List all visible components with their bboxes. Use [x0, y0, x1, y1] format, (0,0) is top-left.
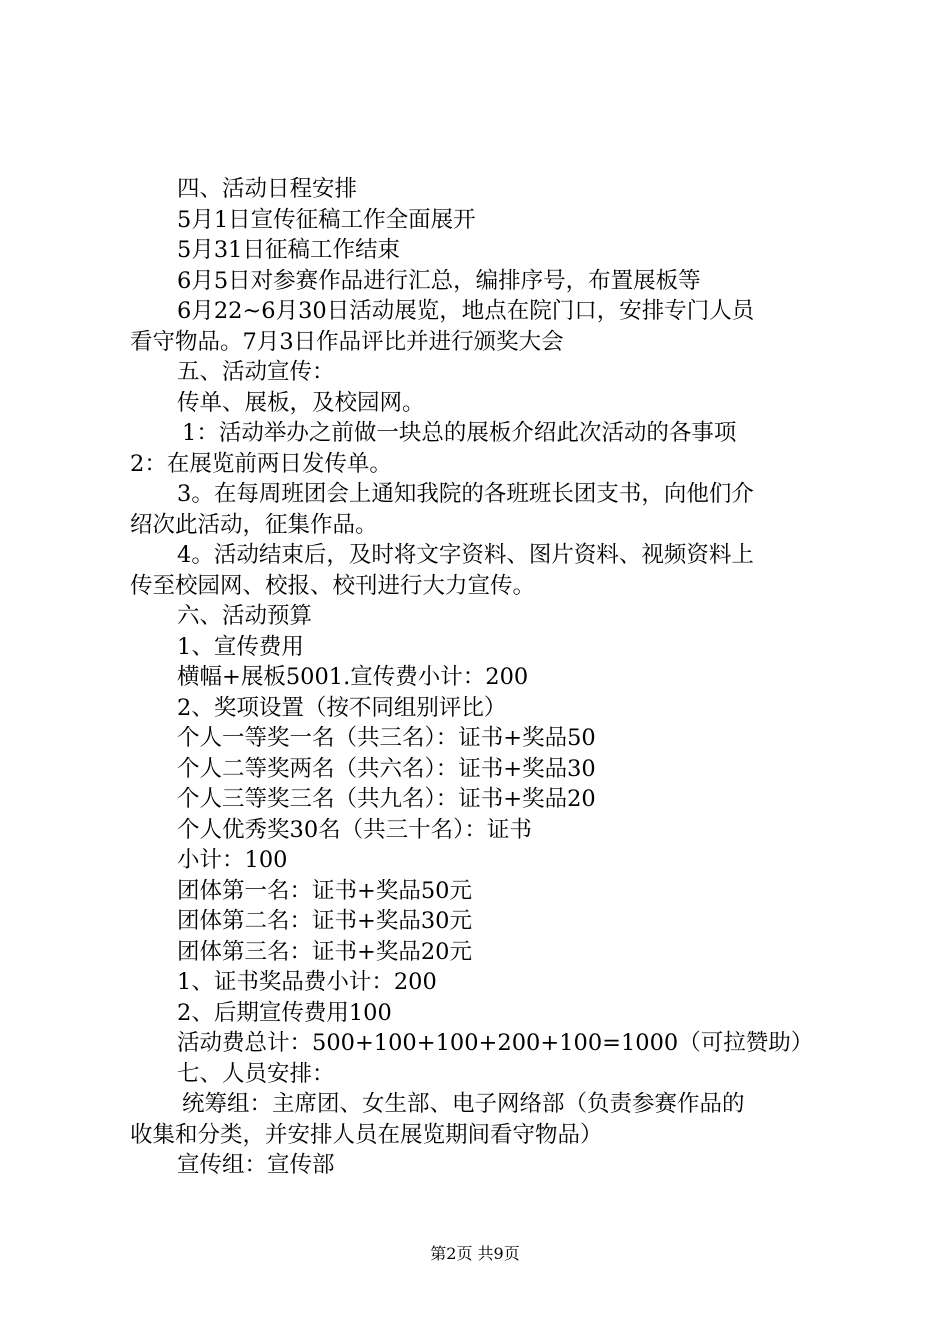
text-line: 5月31日征稿工作结束 [177, 237, 400, 263]
text-line: 六、活动预算 [177, 603, 313, 629]
text-line: 绍次此活动，征集作品。 [130, 511, 378, 538]
text-line: 团体第一名：证书+奖品50元 [177, 877, 472, 904]
text-line: 个人一等奖一名（共三名）：证书+奖品50 [177, 725, 596, 751]
text-line: 七、人员安排： [177, 1060, 335, 1087]
text-line: 6月22~6月30日活动展览，地点在院门口，安排专门人员 [177, 298, 755, 324]
text-line: 1、宣传费用 [177, 633, 304, 660]
text-line: 1、证书奖品费小计：200 [177, 969, 437, 995]
text-line: 宣传组：宣传部 [177, 1152, 335, 1178]
text-line: 五、活动宣传： [177, 359, 335, 385]
text-line: 6月5日对参赛作品进行汇总，编排序号，布置展板等 [177, 267, 701, 294]
text-line: 个人优秀奖30名（共三十名）：证书 [177, 816, 532, 843]
text-line: 个人二等奖两名（共六名）：证书+奖品30 [177, 755, 596, 782]
text-line: 团体第二名：证书+奖品30元 [177, 908, 472, 934]
text-line: 统筹组：主席团、女生部、电子网络部（负责参赛作品的 [182, 1091, 745, 1117]
text-line: 个人三等奖三名（共九名）：证书+奖品20 [177, 786, 596, 812]
text-line: 小计：100 [177, 847, 288, 873]
text-line: 四、活动日程安排 [177, 176, 358, 202]
text-line: 2、后期宣传费用100 [177, 999, 392, 1026]
text-line: 2、奖项设置（按不同组别评比） [177, 694, 507, 721]
text-line: 4。活动结束后，及时将文字资料、图片资料、视频资料上 [177, 542, 754, 568]
document-body [130, 174, 830, 1181]
page-footer: 第2页 共9页 [430, 1244, 520, 1263]
text-line: 活动费总计：500+100+100+200+100=1000（可拉赞助） [177, 1030, 814, 1056]
text-line: 5月1日宣传征稿工作全面展开 [177, 206, 476, 233]
text-line: 3。在每周班团会上通知我院的各班班长团支书，向他们介 [177, 481, 754, 507]
text-line: 看守物品。7月3日作品评比并进行颁奖大会 [130, 328, 564, 355]
text-line: 传单、展板，及校园网。 [177, 389, 425, 416]
text-line: 收集和分类，并安排人员在展览期间看守物品） [130, 1121, 603, 1148]
text-line: 团体第三名：证书+奖品20元 [177, 938, 472, 965]
text-line: 2：在展览前两日发传单。 [130, 450, 392, 477]
text-line: 传至校园网、校报、校刊进行大力宣传。 [130, 572, 536, 599]
text-line: 横幅+展板5001.宣传费小计：200 [177, 664, 529, 690]
text-line: 1：活动举办之前做一块总的展板介绍此次活动的各事项 [182, 420, 737, 446]
